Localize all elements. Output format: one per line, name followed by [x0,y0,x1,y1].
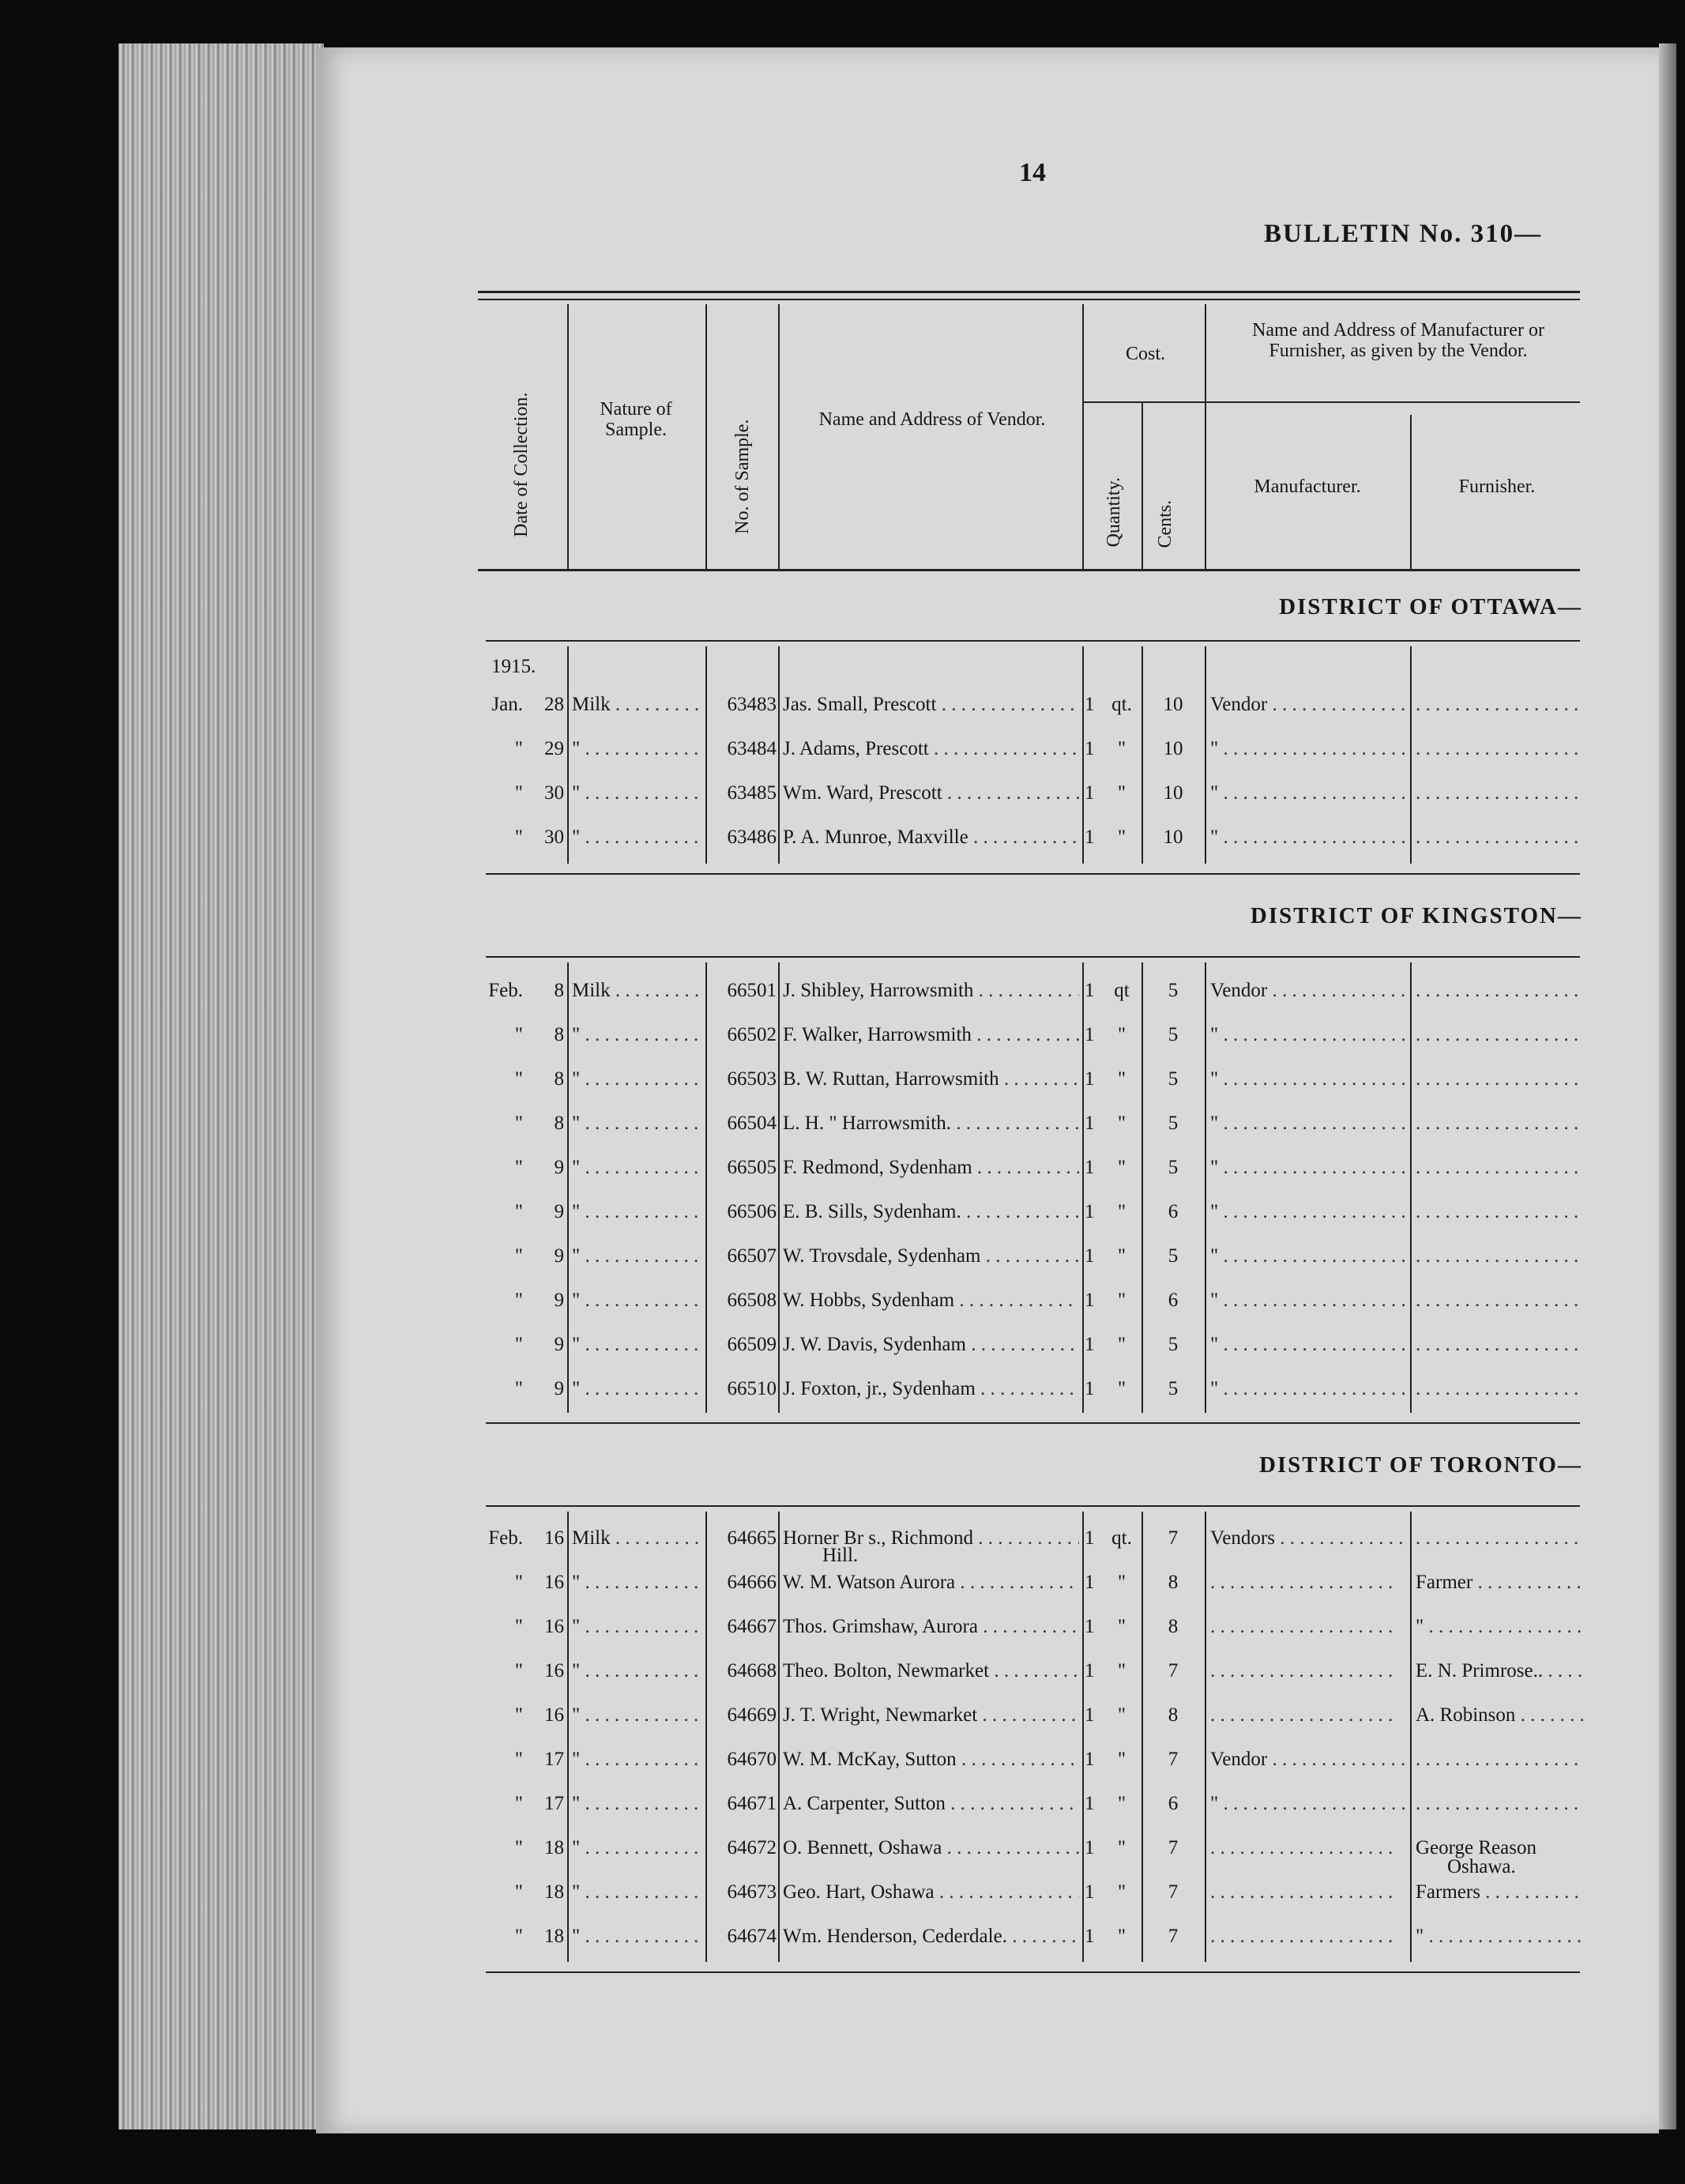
cell-manufacturer [1210,1881,1408,1903]
cell-day: 9 [554,1201,564,1222]
cell-qty: 1 [1085,1749,1095,1770]
cell-month: " [514,1793,523,1814]
body-col-divider [1142,646,1143,864]
cell-sample: 66507 [727,1245,777,1267]
district-end-rule [486,1971,1580,1973]
cell-cents: 5 [1168,980,1179,1001]
header-manufacturer: Manufacturer. [1254,476,1361,497]
cell-qty: 1 [1085,1201,1095,1222]
cell-vendor: F. Walker, Harrowsmith . . . [783,1024,1079,1046]
body-col-divider [567,646,569,864]
cell-nature: " . . . [572,1024,702,1046]
cell-nature: " . . . [572,1881,702,1903]
cell-sample: 66505 [727,1157,777,1178]
cell-month: Feb. [488,980,523,1001]
body-col-divider [1205,962,1206,1413]
cell-nature: Milk . . . [572,1527,702,1550]
cell-month: " [514,1024,523,1045]
header-vendor: Name and Address of Vendor. [818,409,1046,430]
header-top-rule [478,291,1580,293]
cell-day: 18 [544,1837,564,1858]
cell-sample: 66503 [727,1068,777,1090]
cell-qty: 1 [1085,738,1095,759]
cell-vendor: L. H. " Harrowsmith. . . . [783,1113,1079,1135]
cell-sample: 66506 [727,1201,777,1222]
cell-cents: 6 [1168,1290,1179,1311]
body-col-divider [567,962,569,1413]
cell-cents: 5 [1168,1245,1179,1267]
district-rule [486,1505,1580,1507]
book-page-edges [118,43,324,2129]
col-divider-5 [1142,403,1143,569]
body-col-divider [1142,962,1143,1413]
cell-unit: " [1117,1378,1126,1399]
cell-qty: 1 [1085,782,1095,804]
cell-manufacturer: " . . . [1210,1793,1408,1815]
cell-day: 16 [544,1572,564,1593]
cell-month: " [514,1837,523,1858]
cell-furnisher [1416,738,1583,760]
cell-month: " [514,1660,523,1681]
cell-cents: 10 [1163,694,1183,715]
cell-month: " [514,1113,523,1134]
col-divider-6 [1205,304,1206,569]
cell-month: Feb. [488,1527,523,1549]
cell-sample: 64672 [727,1837,777,1858]
header-nature: Nature of Sample. [600,399,672,441]
header-cents: Cents. [1154,499,1175,548]
cell-furnisher: George Reason [1416,1837,1536,1858]
body-col-divider [1410,646,1412,864]
cell-month: " [514,782,523,804]
cell-manufacturer: " . . . [1210,1201,1408,1223]
cell-cents: 5 [1168,1068,1179,1090]
district-heading: DISTRICT OF OTTAWA— [1279,594,1582,619]
cell-manufacturer [1210,1837,1408,1859]
cell-month: " [514,1749,523,1770]
cell-vendor: W. M. Watson Aurora . . . [783,1572,1079,1594]
cell-nature: " . . . [572,1157,702,1179]
cell-day: 8 [554,980,564,1001]
cell-vendor: J. W. Davis, Sydenham . . . [783,1334,1079,1356]
body-col-divider [1205,646,1206,864]
cell-month: " [514,1157,523,1178]
cell-sample: 64668 [727,1660,777,1681]
cell-unit: " [1117,1616,1126,1637]
cell-vendor: A. Carpenter, Sutton . . . [783,1793,1079,1815]
district-heading: DISTRICT OF TORONTO— [1258,1452,1582,1478]
cell-day: 18 [544,1881,564,1903]
header-sample-no: No. of Sample. [732,419,753,534]
cell-furnisher: Farmers . . . [1416,1881,1583,1903]
cell-qty: 1 [1085,1616,1095,1637]
cell-day: 17 [544,1749,564,1770]
cell-qty: 1 [1085,1572,1095,1593]
cell-qty: 1 [1085,1837,1095,1858]
cell-vendor: Thos. Grimshaw, Aurora . . . [783,1616,1079,1638]
running-head: BULLETIN No. 310— [1264,220,1543,248]
cell-month: Jan. [491,694,523,715]
cell-day: 28 [544,694,564,715]
cell-furnisher [1416,1290,1583,1312]
cell-unit: " [1117,1660,1126,1681]
cell-qty: 1 [1085,1245,1095,1267]
cell-vendor: J. T. Wright, Newmarket . . . [783,1704,1079,1726]
cell-day: 16 [544,1616,564,1637]
body-col-divider [1142,1512,1143,1962]
cell-month: " [514,1068,523,1090]
cell-furnisher [1416,1749,1583,1771]
cell-vendor: P. A. Munroe, Maxville . . . [783,827,1079,849]
cell-unit: " [1117,1572,1126,1593]
cell-unit: " [1117,1837,1126,1858]
cell-sample: 64671 [727,1793,777,1814]
cell-furnisher [1416,1378,1583,1400]
cell-unit: " [1117,1881,1126,1903]
cell-manufacturer: " . . . [1210,1245,1408,1267]
body-col-divider [567,1512,569,1962]
cell-manufacturer: Vendors . . . [1210,1527,1408,1550]
cell-manufacturer [1210,1704,1408,1726]
header-cost: Cost. [1125,344,1165,364]
cell-manufacturer: " . . . [1210,1334,1408,1356]
cell-sample: 64670 [727,1749,777,1770]
cell-month: " [514,1881,523,1903]
cell-day: 16 [544,1527,564,1549]
cell-month: " [514,1290,523,1311]
cell-unit: " [1117,1749,1126,1770]
cell-nature: " . . . [572,1749,702,1771]
cell-unit: qt. [1111,1527,1132,1549]
cell-sample: 66501 [727,980,777,1001]
cell-vendor: B. W. Ruttan, Harrowsmith . . . [783,1068,1079,1090]
cell-month: " [514,1616,523,1637]
cell-unit: qt [1114,980,1130,1001]
cell-nature: Milk . . . [572,694,702,716]
cell-cents: 6 [1168,1793,1179,1814]
cell-sample: 66508 [727,1290,777,1311]
cell-vendor: J. Shibley, Harrowsmith . . . [783,980,1079,1002]
cell-vendor: W. M. McKay, Sutton . . . [783,1749,1079,1771]
cell-day: 8 [554,1068,564,1090]
cell-manufacturer [1210,1926,1408,1948]
cell-qty: 1 [1085,1157,1095,1178]
body-col-divider [705,1512,707,1962]
cell-day: 16 [544,1704,564,1726]
body-col-divider [1410,962,1412,1413]
cell-day: 9 [554,1378,564,1399]
cell-vendor: Horner Br s., Richmond . . . [783,1527,1079,1550]
cell-sample: 63484 [727,738,777,759]
header-manufacturer-group: Name and Address of Manufacturer or Furnisher, as given by the Vendor. [1252,320,1544,362]
cell-manufacturer [1210,1572,1408,1594]
cell-furnisher [1416,1793,1583,1815]
cell-furnisher [1416,827,1583,849]
cell-manufacturer: " . . . [1210,782,1408,804]
cell-cents: 5 [1168,1113,1179,1134]
cell-month: " [514,1704,523,1726]
cell-vendor: J. Foxton, jr., Sydenham . . . [783,1378,1079,1400]
body-col-divider [1205,1512,1206,1962]
cell-sample: 66510 [727,1378,777,1399]
body-col-divider [1082,1512,1084,1962]
cell-sample: 63483 [727,694,777,715]
cell-sample: 63486 [727,827,777,848]
header-bottom-rule [478,569,1580,571]
cell-day: 9 [554,1157,564,1178]
cell-sample: 64666 [727,1572,777,1593]
cell-cents: 10 [1163,782,1183,804]
body-col-divider [778,962,780,1413]
cell-manufacturer: " . . . [1210,1378,1408,1400]
cell-unit: " [1117,1024,1126,1045]
cell-cents: 7 [1168,1749,1179,1770]
mfr-subheader-rule [1205,401,1580,403]
col-divider-1 [567,304,569,569]
cell-vendor: E. B. Sills, Sydenham. . . . [783,1201,1079,1223]
cell-manufacturer: " . . . [1210,738,1408,760]
cell-unit: qt. [1111,694,1132,715]
cell-sample: 64667 [727,1616,777,1637]
cell-cents: 7 [1168,1660,1179,1681]
cell-qty: 1 [1085,1113,1095,1134]
cell-nature: " . . . [572,1334,702,1356]
cell-nature: " . . . [572,1113,702,1135]
cell-nature: " . . . [572,1616,702,1638]
cell-manufacturer: Vendor . . . [1210,694,1408,716]
cell-furnisher [1416,1201,1583,1223]
cell-furnisher: Farmer . . . [1416,1572,1583,1594]
cell-sample: 64665 [727,1527,777,1549]
cell-qty: 1 [1085,694,1095,715]
body-col-divider [1410,1512,1412,1962]
cell-sample: 64673 [727,1881,777,1903]
cell-vendor: W. Hobbs, Sydenham . . . [783,1290,1079,1312]
cell-vendor: Jas. Small, Prescott . . . [783,694,1079,716]
cell-manufacturer: " . . . [1210,1113,1408,1135]
cell-day: 18 [544,1926,564,1947]
body-col-divider [705,962,707,1413]
cell-qty: 1 [1085,1290,1095,1311]
cell-month: " [514,1245,523,1267]
cell-cents: 5 [1168,1378,1179,1399]
cell-nature: " . . . [572,782,702,804]
cell-manufacturer: Vendor . . . [1210,980,1408,1002]
cell-nature: " . . . [572,1837,702,1859]
cell-furnisher [1416,782,1583,804]
col-divider-4 [1082,304,1084,569]
cell-unit: " [1117,1334,1126,1355]
cell-manufacturer [1210,1616,1408,1638]
cell-vendor: O. Bennett, Oshawa . . . [783,1837,1079,1859]
cell-month: " [514,827,523,848]
cell-qty: 1 [1085,1527,1095,1549]
header-quantity: Quantity. [1103,476,1124,548]
cell-furnisher [1416,1068,1583,1090]
cell-vendor: F. Redmond, Sydenham . . . [783,1157,1079,1179]
district-rule [486,956,1580,958]
cell-cents: 7 [1168,1837,1179,1858]
cell-month: " [514,1334,523,1355]
cell-unit: " [1117,782,1126,804]
cell-unit: " [1117,1245,1126,1267]
cell-qty: 1 [1085,1926,1095,1947]
header-date: Date of Collection. [510,392,532,537]
cell-sample: 66509 [727,1334,777,1355]
cell-nature: " . . . [572,1201,702,1223]
cell-nature: " . . . [572,1704,702,1726]
cell-day: 16 [544,1660,564,1681]
header-top-rule-2 [478,299,1580,300]
cell-cents: 10 [1163,738,1183,759]
cell-day: 17 [544,1793,564,1814]
cell-nature: " . . . [572,1245,702,1267]
cell-day: 29 [544,738,564,759]
cell-nature: " . . . [572,827,702,849]
cell-sample: 66504 [727,1113,777,1134]
cell-nature: " . . . [572,1660,702,1682]
cell-qty: 1 [1085,1024,1095,1045]
cell-cents: 5 [1168,1157,1179,1178]
body-col-divider [778,646,780,864]
cell-qty: 1 [1085,980,1095,1001]
cell-cents: 10 [1163,827,1183,848]
cell-qty: 1 [1085,1378,1095,1399]
cell-unit: " [1117,1113,1126,1134]
cell-sample: 64669 [727,1704,777,1726]
cell-unit: " [1117,1926,1126,1947]
cell-month: " [514,738,523,759]
district-heading: DISTRICT OF KINGSTON— [1250,903,1582,928]
cell-qty: 1 [1085,1704,1095,1726]
cell-cents: 7 [1168,1527,1179,1549]
cell-month: " [514,1926,523,1947]
cell-cents: 5 [1168,1024,1179,1045]
cell-month: " [514,1201,523,1222]
cell-unit: " [1117,738,1126,759]
cell-cents: 8 [1168,1704,1179,1726]
col-divider-7 [1410,415,1412,569]
district-rule [486,640,1580,642]
cell-unit: " [1117,1704,1126,1726]
cell-nature: Milk . . . [572,980,702,1002]
cell-unit: " [1117,1201,1126,1222]
cell-month: " [514,1572,523,1593]
cell-nature: " . . . [572,738,702,760]
cell-cents: 8 [1168,1616,1179,1637]
cell-manufacturer: " . . . [1210,827,1408,849]
cell-manufacturer: " . . . [1210,1024,1408,1046]
cell-vendor: Geo. Hart, Oshawa . . . [783,1881,1079,1903]
cell-furnisher-cont: Oshawa. [1447,1856,1516,1877]
cell-furnisher [1416,1245,1583,1267]
cell-qty: 1 [1085,1793,1095,1814]
header-furnisher: Furnisher. [1458,476,1536,497]
cell-furnisher: " . . . [1416,1926,1583,1948]
cell-sample: 63485 [727,782,777,804]
cell-furnisher [1416,1024,1583,1046]
district-end-rule [486,1422,1580,1424]
col-divider-3 [778,304,780,569]
cell-day: 9 [554,1334,564,1355]
cell-day: 8 [554,1113,564,1134]
cell-sample: 66502 [727,1024,777,1045]
cell-nature: " . . . [572,1926,702,1948]
cell-manufacturer: " . . . [1210,1068,1408,1090]
cell-unit: " [1117,1793,1126,1814]
cell-furnisher: A. Robinson . . . [1416,1704,1583,1726]
cell-cents: 5 [1168,1334,1179,1355]
cell-cents: 7 [1168,1926,1179,1947]
cell-day: 9 [554,1245,564,1267]
cell-furnisher [1416,1157,1583,1179]
cell-cents: 7 [1168,1881,1179,1903]
cell-sample: 64674 [727,1926,777,1947]
cell-manufacturer [1210,1660,1408,1682]
cell-cents: 6 [1168,1201,1179,1222]
cell-furnisher [1416,1334,1583,1356]
cell-unit: " [1117,1157,1126,1178]
cell-unit: " [1117,1290,1126,1311]
book-right-edge [1659,43,1676,2129]
cell-nature: " . . . [572,1068,702,1090]
cell-furnisher: E. N. Primrose.. . . . [1416,1660,1583,1682]
cell-furnisher [1416,980,1583,1002]
cell-qty: 1 [1085,1068,1095,1090]
cell-manufacturer: " . . . [1210,1290,1408,1312]
year-label: 1915. [491,656,536,677]
cell-month: " [514,1378,523,1399]
cost-subheader-rule [1082,401,1205,403]
cell-furnisher [1416,1113,1583,1135]
cell-furnisher [1416,1527,1583,1550]
body-col-divider [1082,646,1084,864]
body-col-divider [1082,962,1084,1413]
page-number: 14 [1019,158,1046,187]
cell-manufacturer: " . . . [1210,1157,1408,1179]
cell-vendor: W. Trovsdale, Sydenham . . . [783,1245,1079,1267]
cell-qty: 1 [1085,1334,1095,1355]
cell-vendor: Wm. Henderson, Cederdale. . . . [783,1926,1079,1948]
cell-day: 9 [554,1290,564,1311]
col-divider-2 [705,304,707,569]
cell-manufacturer: Vendor . . . [1210,1749,1408,1771]
cell-nature: " . . . [572,1378,702,1400]
cell-qty: 1 [1085,1660,1095,1681]
cell-day: 8 [554,1024,564,1045]
cell-cents: 8 [1168,1572,1179,1593]
cell-nature: " . . . [572,1572,702,1594]
cell-vendor: Wm. Ward, Prescott . . . [783,782,1079,804]
cell-qty: 1 [1085,1881,1095,1903]
cell-furnisher: " . . . [1416,1616,1583,1638]
cell-vendor-cont: Hill. [822,1545,859,1566]
cell-nature: " . . . [572,1290,702,1312]
district-end-rule [486,873,1580,875]
cell-day: 30 [544,782,564,804]
cell-unit: " [1117,1068,1126,1090]
cell-vendor: Theo. Bolton, Newmarket . . . [783,1660,1079,1682]
body-col-divider [778,1512,780,1962]
cell-unit: " [1117,827,1126,848]
cell-nature: " . . . [572,1793,702,1815]
cell-qty: 1 [1085,827,1095,848]
body-col-divider [705,646,707,864]
cell-furnisher [1416,694,1583,716]
cell-day: 30 [544,827,564,848]
cell-vendor: J. Adams, Prescott . . . [783,738,1079,760]
